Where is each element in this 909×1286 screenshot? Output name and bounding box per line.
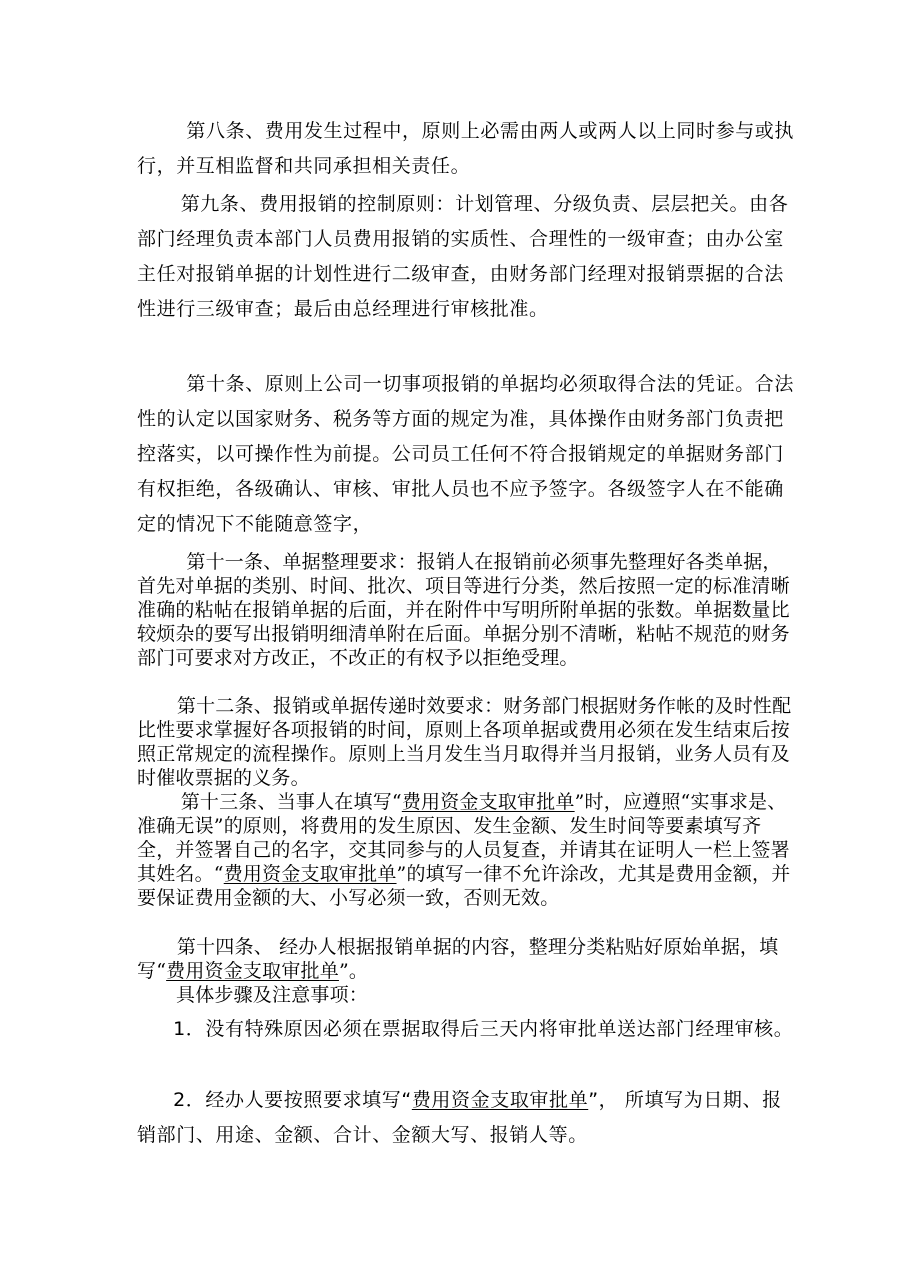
article-13-text-3: ”的填写一律不允许涂改，尤其是费用金额，并要保证费用金额的大、小写必须一致，否则无效。 bbox=[137, 863, 791, 909]
article-11: 第十一条、单据整理要求：报销人在报销前必须事先整理好各类单据，首先对单据的类别、时间、批次、项目等进行分类，然后按照一定的标准清晰准确的粘帖在报销单据的后面，并在附件中写明所附单据的张数。单据数量比较烦杂的要写出报销明细清单附在后面。单据分别不清晰，粘帖不规范的财务部门可要求对方改正，不改正的有权予以拒绝受理。 bbox=[137, 551, 790, 669]
article-13 bbox=[137, 790, 799, 910]
article-8: 第八条、费用发生过程中，原则上必需由两人或两人以上同时参与或执行，并互相监督和共同承担相关责任。 bbox=[137, 120, 794, 177]
article-14 bbox=[137, 935, 799, 983]
step-1: 1．没有特殊原因必须在票据取得后三天内将审批单送达部门经理审核。 bbox=[173, 1018, 794, 1040]
article-13-text-2: ”时，应遵照“实事求是、准确无误”的原则，将费用的发生原因、发生金额、发生时间等要素填写齐全，并签署自己的名字，交其同参与的人员复查，并请其在证明人一栏上签署其姓名。“ bbox=[137, 791, 790, 885]
article-13-text-1: 第十三条、当事人在填写“ bbox=[180, 791, 402, 813]
expense-form-name: 费用资金支取审批单 bbox=[223, 863, 397, 885]
step-2-text-1: 2．经办人要按照要求填写“ bbox=[173, 1089, 412, 1111]
expense-form-name: 费用资金支取审批单 bbox=[401, 791, 575, 813]
steps-title: 具体步骤及注意事项： bbox=[176, 984, 369, 1006]
step-2-text-2: ”， 所填写为日期、报销部门、用途、金额、合计、金额大写、报销人等。 bbox=[137, 1089, 782, 1146]
step-2 bbox=[137, 1083, 797, 1153]
article-10: 第十条、原则上公司一切事项报销的单据均必须取得合法的凭证。合法性的认定以国家财务、税务等方面的规定为准，具体操作由财务部门负责把控落实，以可操作性为前提。公司员工任何不符合报销规定的单据财务部门有权拒绝，各级确认、审核、审批人员也不应予签字。各级签字人在不能确定的情况下不能随意签字， bbox=[137, 373, 794, 535]
article-14-text-1: 第十四条、 经办人根据报销单据的内容，整理分类粘贴好原始单据，填写“ bbox=[137, 936, 779, 982]
article-12: 第十二条、报销或单据传递时效要求：财务部门根据财务作帐的及时性配比性要求掌握好各项报销的时间，原则上各项单据或费用必须在发生结束后按照正常规定的流程操作。原则上当月发生当月取得并当月报销，业务人员有及时催收票据的义务。 bbox=[137, 695, 792, 789]
expense-form-name: 费用资金支取审批单 bbox=[166, 960, 339, 982]
expense-form-name: 费用资金支取审批单 bbox=[411, 1089, 589, 1111]
article-9: 第九条、费用报销的控制原则：计划管理、分级负责、层层把关。由各部门经理负责本部门人员费用报销的实质性、合理性的一级审查；由办公室主任对报销单据的计划性进行二级审查，由财务部门经理对报销票据的合法性进行三级审查；最后由总经理进行审核批准。 bbox=[137, 193, 789, 320]
article-14-text-2: ”。 bbox=[338, 960, 369, 982]
